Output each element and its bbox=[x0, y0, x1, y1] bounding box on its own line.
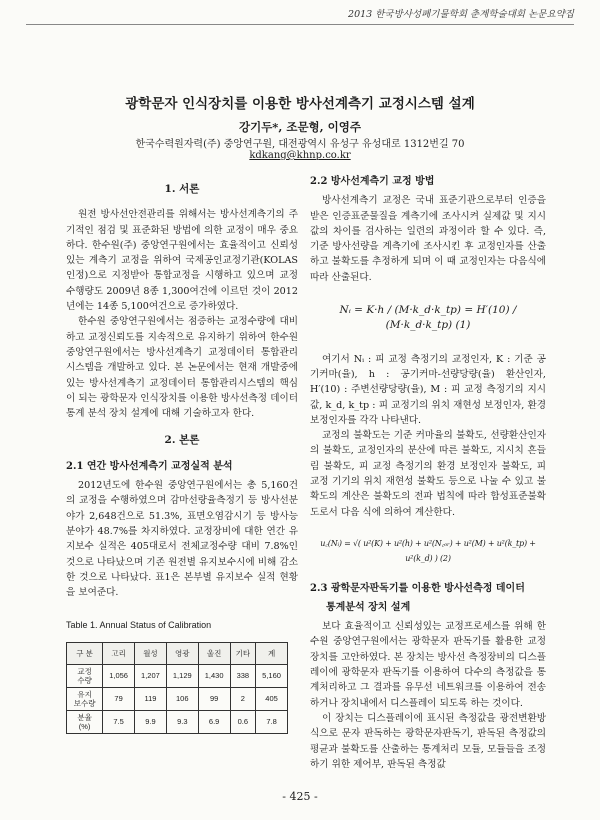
body-heading: 2. 본론 bbox=[164, 434, 200, 447]
table-header-cell: 월성 bbox=[135, 642, 167, 664]
table-header-cell: 기타 bbox=[230, 642, 256, 664]
table-header-cell: 울진 bbox=[198, 642, 230, 664]
page-number: - 425 - bbox=[282, 790, 318, 803]
equation-2: u꜀(Nᵢ) = √( u²(K) + u²(h) + u²(N꜀ₒᵣ) + u²(M) + u²(k_tp) + u²(k_d) ) (2) bbox=[320, 538, 536, 564]
paper-title: 광학문자 인식장치를 이용한 방사선계측기 교정시스템 설계 bbox=[125, 96, 475, 112]
table-cell: 1,056 bbox=[103, 664, 135, 687]
subsection-2-2-paragraph: 방사선계측기 교정은 국내 표준기관으로부터 인증을 받은 인증표준물질을 계측기에 조사시켜 실제값 및 지시값의 차이를 검사하는 일련의 과정이라 할 수 있다. 즉, 기준 방사선량을 계측기에 조사시킨 후 교정인자를 산출하고 불확도를 추정하게 되며 이 때 교정인자는 다음식에 따라 산출된다. bbox=[310, 195, 546, 283]
table-cell: 1,430 bbox=[198, 664, 230, 687]
table-cell: 405 bbox=[256, 687, 288, 710]
paper-authors: 강기두*, 조문형, 이영주 bbox=[238, 120, 361, 134]
table-cell: 106 bbox=[166, 687, 198, 710]
table-row bbox=[67, 687, 288, 710]
equation-1: Nᵢ = K·h / (M·k_d·k_tp) = H′(10) / (M·k_d·k_tp) (1) bbox=[339, 304, 517, 332]
table-cell: 0.6 bbox=[230, 710, 256, 733]
table-header-cell: 구 분 bbox=[67, 642, 103, 664]
subsection-2-3-paragraph-1: 보다 효율적이고 신뢰성있는 교정프로세스를 위해 한수원 중앙연구원에서는 광학문자 판독기를 활용한 교정장치를 고안하였다. 본 장치는 방사선 측정장비의 디스플레이에 광학문자 판독기를 이용하여 다수의 측정값을 통계처리하고 그 결과를 유무선 네트워크를 이용하여 전송하거나 장치내에서 디스플레이 되도록 하는 것이다. bbox=[310, 621, 546, 709]
intro-paragraph-1: 원전 방사선안전관리를 위해서는 방사선계측기의 주기적인 점검 및 표준화된 방법에 의한 교정이 매우 중요하다. 한수원(주) 중앙연구원에서는 효율적이고 신뢰성있는 계측기 교정을 위하여 국제공인교정기관(KOLAS인정)으로 지정받아 통합교정을 시행하고 있으며 교정수행량도 2009년 8종 1,300여건에 이르던 것이 2012년에는 14종 5,100여건으로 증가하였다. bbox=[66, 209, 298, 313]
table-caption: Table 1. Annual Status of Calibration bbox=[66, 620, 212, 631]
table-cell: 7.5 bbox=[103, 710, 135, 733]
table-row bbox=[67, 664, 288, 687]
table-header-cell: 계 bbox=[256, 642, 288, 664]
subsection-2-1-paragraph: 2012년도에 한수원 중앙연구원에서는 총 5,160건의 교정을 수행하였으며 감마선량율측정기 등 방사선분야가 2,648건으로 51.3%, 표면오염감시기 등 방사능분야가 48.7%를 차지하였다. 교정장비에 대한 연간 유지보수 실적은 405대로서 전체교정수량 대비 7.8%인 것으로 나타났으며 기존 원전별 유지보수시에 비해 감소한 것으로 나타났다. 표1은 본부별 유지보수 실적 현황을 보여준다. bbox=[66, 480, 298, 599]
journal-header: 2013 한국방사성폐기물학회 춘계학술대회 논문요약집 bbox=[348, 9, 574, 20]
intro-heading: 1. 서론 bbox=[164, 183, 200, 195]
intro-paragraph-2: 한수원 중앙연구원에서는 점증하는 교정수량에 대비하고 교정신뢰도를 지속적으로 유지하기 위하여 한수원 중앙연구원에서는 방사선계측기 교정데이터 통합관리 시스템을 개발하고 있다. 본 논문에서는 현재 개발중에 있는 방사선계측기 교정데이터 통합관리시스템의 핵심이 되는 광학문자 인식장치를 이용한 방사선측정 데이터 통계 분석 장치 설계에 대해 기술하고자 한다. bbox=[66, 316, 298, 420]
table-row-label: 분율 (%) bbox=[67, 710, 103, 733]
table-cell: 5,160 bbox=[256, 664, 288, 687]
table-cell: 2 bbox=[230, 687, 256, 710]
paper-affiliation: 한국수력원자력(주) 중앙연구원, 대전광역시 유성구 유성대로 1312번길 70 bbox=[135, 139, 465, 150]
left-column bbox=[66, 170, 298, 734]
table-row-label: 교정 수량 bbox=[67, 664, 103, 687]
table-cell: 1,129 bbox=[166, 664, 198, 687]
table-cell: 79 bbox=[103, 687, 135, 710]
table-cell: 9.3 bbox=[166, 710, 198, 733]
subsection-2-3-paragraph-2: 이 장치는 디스플레이에 표시된 측정값을 광전변환방식으로 문자 판독하는 광학문자판독기, 판독된 측정값의 평균과 불확도를 산출하는 통계처리 모듈, 모듈들을 조정하기 위한 제어부, 판독된 측정값 bbox=[310, 712, 546, 770]
author-email-link[interactable]: kdkang@khnp.co.kr bbox=[249, 150, 351, 161]
table-cell: 99 bbox=[198, 687, 230, 710]
subsection-2-3-heading-line2: 통계분석 장치 설계 bbox=[326, 601, 411, 613]
table-cell: 6.9 bbox=[198, 710, 230, 733]
right-column bbox=[310, 170, 546, 772]
table-cell: 119 bbox=[135, 687, 167, 710]
subsection-2-3-heading-line1: 2.3 광학문자판독기를 이용한 방사선측정 데이터 bbox=[310, 582, 525, 594]
table-header-cell: 고리 bbox=[103, 642, 135, 664]
table-cell: 1,207 bbox=[135, 664, 167, 687]
subsection-2-1-heading: 2.1 연간 방사선계측기 교정실적 분석 bbox=[66, 460, 233, 472]
where-paragraph: 여기서 Nᵢ : 피 교정 측정기의 교정인자, K : 기준 공기커마(율), h : 공기커마-선량당량(율) 환산인자, H′(10) : 주변선량당량(율), M : 피 교정 측정기의 지시 값, k_d, k_tp : 피 교정기의 위치 재현성 보정인자, 환경 보정인자를 각각 나타낸다. bbox=[310, 353, 546, 426]
table-cell: 338 bbox=[230, 664, 256, 687]
table-cell: 9.9 bbox=[135, 710, 167, 733]
subsection-2-2-heading: 2.2 방사선계측기 교정 방법 bbox=[310, 176, 435, 187]
header-divider bbox=[26, 24, 574, 25]
uncertainty-paragraph: 교정의 불확도는 기준 커마율의 불확도, 선량환산인자의 불확도, 교정인자의 분산에 따른 불확도, 지시치 흔들림 불확도, 피 교정 측정기의 환경 보정인자 불확도, 피 교정 기기의 위치 재현성 불확도 등으로 나눌 수 있고 불확도의 계산은 불확도의 전파 법칙에 따라 합성표준불확도로서 다음 식에 의하여 계산한다. bbox=[310, 430, 546, 518]
table-row-label: 유지 보수량 bbox=[67, 687, 103, 710]
table-header-row bbox=[67, 642, 288, 664]
table-row bbox=[67, 710, 288, 733]
table-cell: 7.8 bbox=[256, 710, 288, 733]
calibration-table bbox=[66, 642, 288, 734]
table-header-cell: 영광 bbox=[166, 642, 198, 664]
